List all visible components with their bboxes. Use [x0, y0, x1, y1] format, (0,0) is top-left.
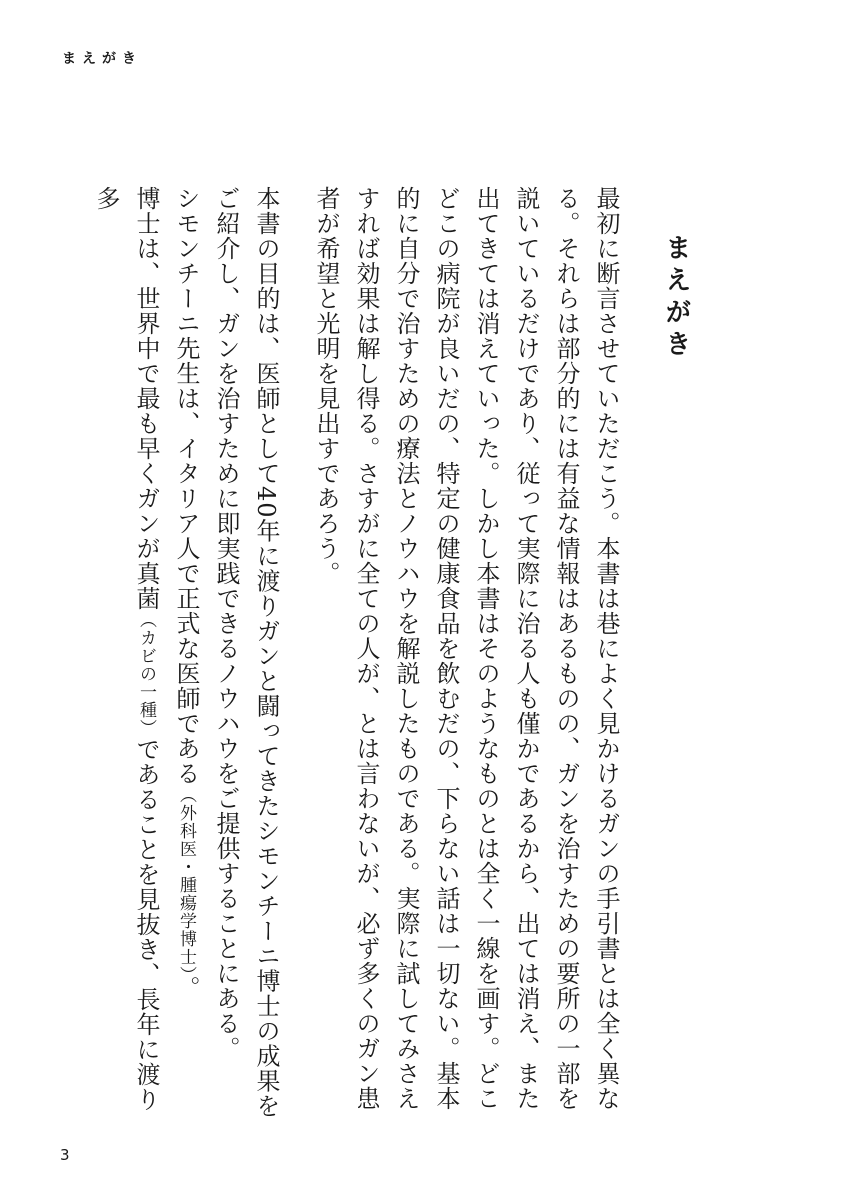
parenthetical-note: （カビの一種） — [136, 611, 156, 737]
text-line: 博士は、世界中で最も早くガンが真菌 — [132, 186, 160, 611]
paragraph — [306, 186, 626, 1126]
body-text — [86, 186, 696, 1126]
paragraph — [86, 186, 206, 1126]
parenthetical-note: （外科医・腫瘍学博士） — [176, 786, 196, 976]
text-line: るだけであり、従って実際に治る人も僅かであるから、出ては消え、また出てきては消え — [472, 186, 540, 1111]
page-number: 3 — [60, 1146, 70, 1164]
text-line: の、特定の健康食品を飲むだの、下らない話は一切ない。基本的に自分で治すための療法 — [392, 186, 460, 1111]
text-line: であることを見抜き、長年に渡り多 — [92, 186, 160, 1112]
text-line: 。 — [172, 975, 200, 1001]
text-line: とノウハウを解説したものである。実際に試してみさえすれば効果は解し得る。さすがに — [352, 186, 420, 1111]
running-header: まえがき — [62, 51, 142, 67]
text-line: 本書の目的は、医師として40年に渡りガンと闘ってきたシモンチーニ博士の成果をご紹 — [212, 186, 280, 1119]
text-line: 最初に断言させていただこう。本書は巷によく見かけるガンの手引書とは全く異なる。 — [552, 186, 620, 1111]
text-line: ていった。しかし本書はそのようなものとは全く一線を画す。どこどこの病院が良いだ — [432, 186, 500, 1111]
paragraph — [206, 186, 286, 1126]
text-line: シモンチーニ先生は、イタリア人で正式な医師である — [172, 186, 200, 786]
text-line: 全ての人が、とは言わないが、必ず多くのガン患者が希望と光明を見出すであろう。 — [312, 186, 380, 1111]
chapter-title: まえがき — [661, 234, 691, 362]
text-line: それらは部分的には有益な情報はあるものの、ガンを治すための要所の一部を説いてい — [512, 186, 580, 1111]
text-line: 介し、ガンを治すために即実践できるノウハウをご提供することにある。 — [212, 236, 240, 1061]
